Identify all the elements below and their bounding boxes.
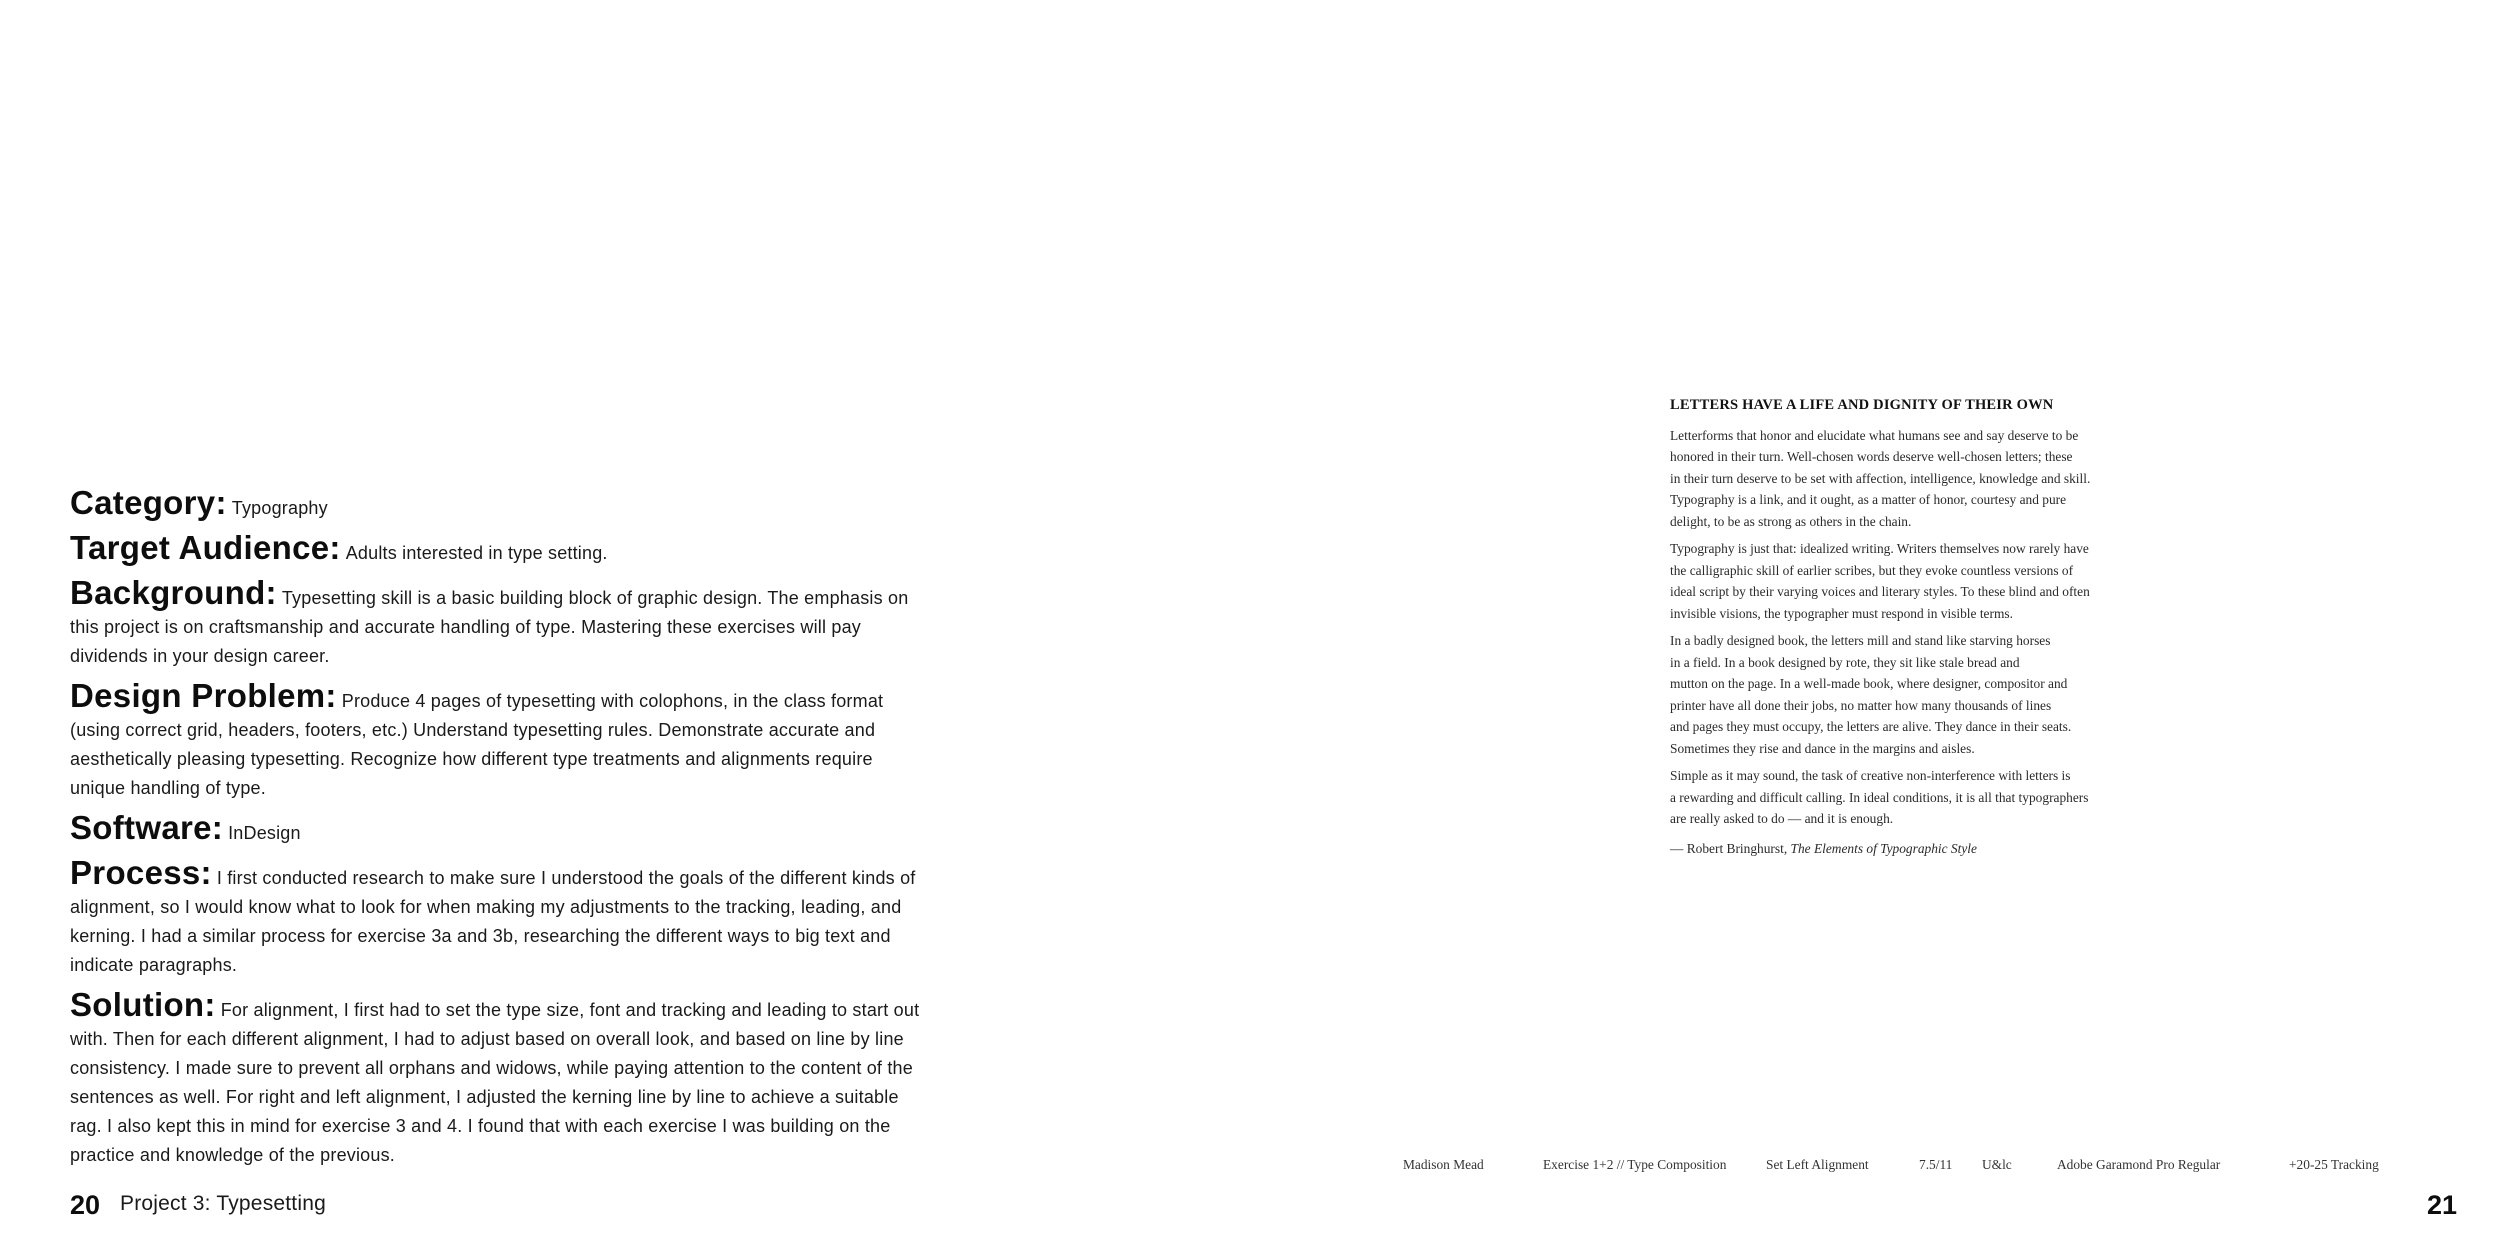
section-label: Software: [70,809,224,846]
section-label: Design Problem: [70,677,337,714]
colophon-case: U&lc [1982,1157,2012,1172]
project-title: Project 3: Typesetting [120,1192,326,1215]
excerpt-line: and pages they must occupy, the letters are alive. They dance in their seats. [1670,719,2072,734]
solution-section [70,986,920,1170]
section-text: Adults interested in type setting. [345,543,608,563]
process-section [70,854,920,980]
colophon-size: 7.5/11 [1919,1157,1953,1172]
colophon-exercise: Exercise 1+2 // Type Composition [1543,1157,1727,1172]
section-label: Category: [70,484,227,521]
excerpt-line: a rewarding and difficult calling. In ideal conditions, it is all that typographers [1670,789,2089,805]
excerpt-line: invisible visions, the typographer must respond in visible terms. [1670,605,2013,621]
typeset-excerpt [1670,395,2150,859]
excerpt-line: in their turn deserve to be set with affection, intelligence, knowledge and skill. [1670,470,2091,486]
excerpt-line: in a field. In a book designed by rote, they sit like stale bread and [1670,654,2020,670]
colophon-tracking: +20-25 Tracking [2289,1157,2379,1172]
section-text: For alignment, I first had to set the type size, font and tracking and leading to start out with. Then for each different alignment, I had to adjust based on overall look, and based on line by line consistency. I made sure to prevent all orphans and widows, while paying attention to the content of the sentences as well. For right and left alignment, I adjusted the kerning line by line to achieve a suitable rag. I also kept this in mind for exercise 3 and 4. I found that with each exercise I was building on the practice and knowledge of the previous. [70,1000,920,1165]
target-audience-section [70,529,920,568]
colophon-author: Madison Mead [1403,1157,1484,1172]
section-text: Typography [231,498,328,518]
project-description [70,484,920,1180]
section-text: Produce 4 pages of typesetting with colophons, in the class format (using correct grid, headers, footers, etc.) Understand typesetting rules. Demonstrate accurate and aesthetically pleasing typesetting. Recognize how different type treatments and alignments require unique handling of type. [70,691,884,798]
excerpt-line: honored in their turn. Well-chosen words deserve well-chosen letters; these [1670,449,2073,464]
excerpt-line: Simple as it may sound, the task of creative non-interference with letters is [1670,768,2071,783]
excerpt-line: Letterforms that honor and elucidate what humans see and say deserve to be [1670,427,2079,443]
attribution-author: — Robert Bringhurst, [1670,840,1791,856]
section-text: Typesetting skill is a basic building block of graphic design. The emphasis on this project is on craftsmanship and accurate handling of type. Mastering these exercises will pay dividends in your design career. [70,588,909,666]
category-section [70,484,920,523]
excerpt-line: ideal script by their varying voices and literary styles. To these blind and often [1670,584,2090,599]
design-problem-section [70,677,920,803]
excerpt-line: delight, to be as strong as others in the chain. [1670,513,1912,529]
section-text: InDesign [228,823,301,843]
excerpt-line: Typography is just that: idealized writing. Writers themselves now rarely have [1670,541,2089,556]
excerpt-line: are really asked to do — and it is enough. [1670,811,1894,826]
attribution [1670,838,2150,860]
excerpt-line: mutton on the page. In a well-made book, where designer, compositor and [1670,676,2068,691]
colophon-alignment: Set Left Alignment [1766,1157,1869,1172]
excerpt-line: the calligraphic skill of earlier scribes, but they evoke countless versions of [1670,562,2074,578]
attribution-book-title: The Elements of Typographic Style [1790,840,1977,856]
excerpt-line: Sometimes they rise and dance in the margins and aisles. [1670,740,1975,756]
excerpt-paragraph [1670,425,2150,533]
page-number-left: 20 [70,1190,101,1220]
excerpt-paragraph [1670,765,2150,830]
section-label: Target Audience: [70,529,341,566]
excerpt-heading: LETTERS HAVE A LIFE AND DIGNITY OF THEIR OWN [1670,397,2054,413]
excerpt-line: In a badly designed book, the letters mill and stand like starving horses [1670,633,2051,648]
page-number-right: 21 [2426,1190,2457,1220]
section-label: Solution: [70,986,216,1023]
background-section [70,574,920,671]
section-text: I first conducted research to make sure I understood the goals of the different kinds of alignment, so I would know what to look for when making my adjustments to the tracking, leading, and kerning. I had a similar process for exercise 3a and 3b, researching the different ways to big text and indicate paragraphs. [70,868,916,975]
excerpt-line: printer have all done their jobs, no matter how many thousands of lines [1670,697,2052,713]
section-label: Background: [70,574,277,611]
colophon-font: Adobe Garamond Pro Regular [2057,1157,2221,1172]
excerpt-line: Typography is a link, and it ought, as a matter of honor, courtesy and pure [1670,492,2067,507]
software-section [70,809,920,848]
excerpt-paragraph [1670,630,2150,759]
excerpt-paragraph [1670,538,2150,624]
section-label: Process: [70,854,212,891]
